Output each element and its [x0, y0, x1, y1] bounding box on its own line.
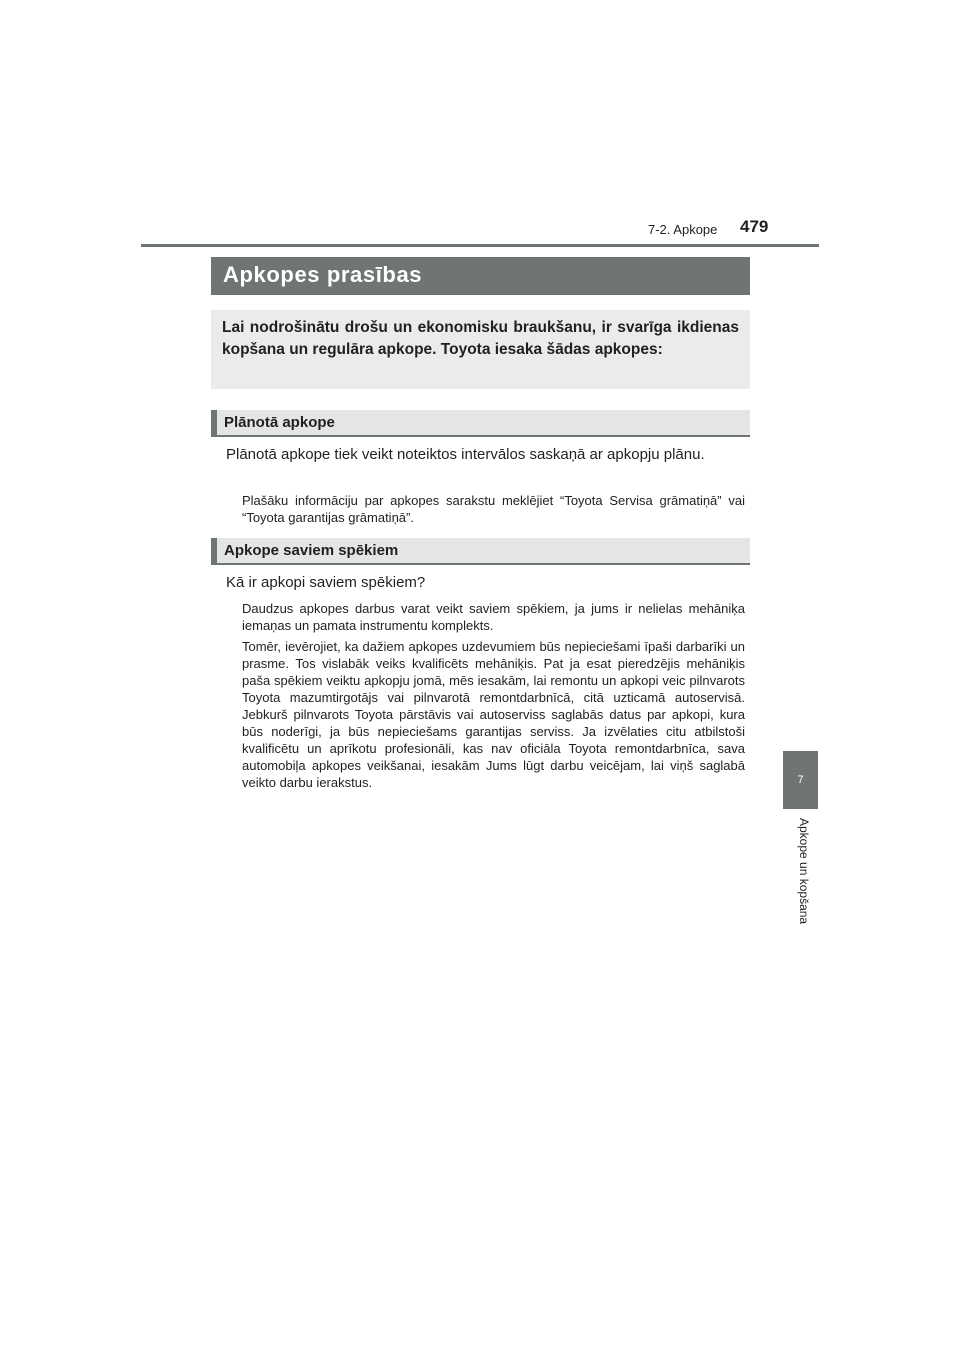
section-heading: Plānotā apkope — [224, 414, 335, 431]
section-heading-accent — [211, 538, 217, 565]
intro-box — [211, 310, 750, 389]
section-paragraph: Daudzus apkopes darbus varat veikt saviem spēkiem, ja jums ir nelielas mehāniķa iemaņas un pamata instrumentu komplekts. — [242, 601, 745, 633]
section-paragraph: Tomēr, ievērojiet, ka dažiem apkopes uzdevumiem būs nepieciešami īpaši darbarīki un prasme. Tos vislabāk veiks kvalificēts mehāniķis. Pat ja esat pieredzējis mehāniķis paša spēkiem veiktu apkopju jomā, mēs iesakām, lai remontu un apkopi veic pilnvarots Toyota mazumtirgotājs vai pilnvarotā remontdarbnīcā, citā uzticamā autoservisā. Jebkurš pilnvarots Toyota pārstāvis vai autoserviss saglabās datus par apkopi, kura būs noderīgi, ja būs nepieciešams garantijas serviss. Ja izvēlaties citu atbilstoši kvalificētu un aprīkotu profesionāli, kas nav oficiāla Toyota remontdarbnīca, sava automobiļa apkopes veikšanai, iesakām Jums lūgt darbu veicējam, lai viņš saglabā veikto darbu ierakstus. — [242, 639, 745, 790]
chapter-tab: 7 — [783, 751, 818, 809]
section-lead-text: Plānotā apkope tiek veikt noteiktos intervālos saskaņā ar apkopju plānu. — [226, 446, 705, 463]
intro-text: Lai nodrošinātu drošu un ekonomisku braukšanu, ir svarīga ikdienas kopšana un regulāra apkope. Toyota iesaka šādas apkopes: — [222, 319, 739, 358]
section-heading-accent — [211, 410, 217, 437]
section-heading-bar-planned — [211, 410, 750, 437]
section-paragraph: Plašāku informāciju par apkopes sarakstu meklējiet “Toyota Servisa grāmatiņā” vai “Toyota garantijas grāmatiņā”. — [242, 493, 745, 525]
page-title: Apkopes prasības — [223, 262, 423, 287]
section-lead-text: Kā ir apkopi saviem spēkiem? — [226, 574, 426, 591]
header-divider — [141, 244, 819, 247]
page-number: 479 — [740, 217, 769, 236]
chapter-side-label: Apkope un kopšana — [797, 818, 811, 925]
page-title-bar — [211, 257, 750, 295]
section-heading: Apkope saviem spēkiem — [224, 542, 399, 559]
section-heading-bar-self — [211, 538, 750, 565]
header-section-label: 7-2. Apkope — [648, 222, 718, 237]
